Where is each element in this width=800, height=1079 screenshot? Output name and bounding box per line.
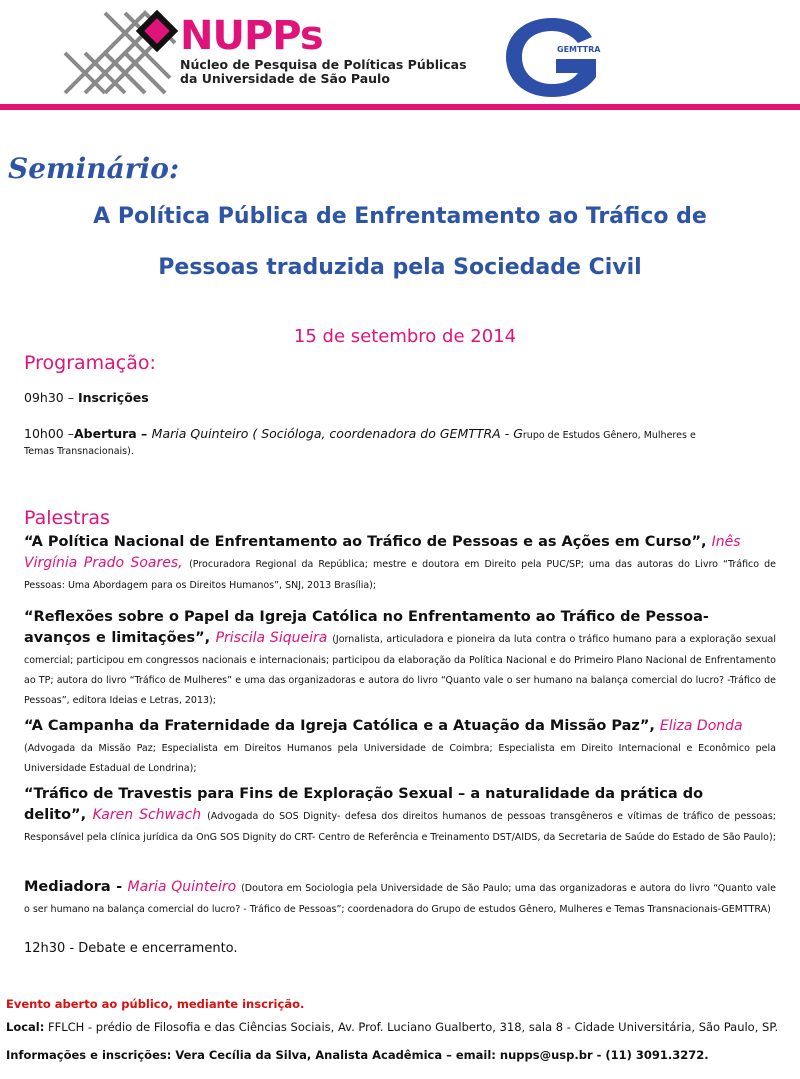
header-divider: [0, 104, 800, 110]
contact-line: Informações e inscrições: Vera Cecília da Silva, Analista Acadêmica – email: nupps@usp.br - (11) 3091.3272.: [6, 1048, 709, 1062]
palestras-heading: Palestras: [24, 507, 110, 529]
talk-2-title-a: “Reflexões sobre o Papel da Igreja Católica no Enfrentamento ao Tráfico de Pessoa-: [24, 609, 709, 625]
talk-2-bio: (Jornalista, articuladora e pioneira da luta contra o tráfico humano para a exploração sexual comercial; participou em congressos nacionais e internacionais; participou da elaboração da Política Nacional e do Primeiro Plano Nacional de Enfrentamento ao TP; autora do livro “Tráfico de Mulheres” e uma das organizadoras e autora do livro “Quanto vale o ser humano na balança comercial do lucro? -Tráfico de Pessoas”, editora Ideias e Letras, 2013);: [24, 634, 776, 706]
talk-3-title: “A Campanha da Fraternidade da Igreja Católica e a Atuação da Missão Paz”,: [24, 718, 660, 734]
talk-4-speaker: Karen Schwach: [92, 807, 208, 823]
local-label: Local:: [6, 1020, 45, 1034]
talk-3: [24, 715, 776, 776]
talk-2-title-b: avanços e limitações”,: [24, 630, 216, 646]
inscricoes-line: [24, 390, 784, 406]
talk-2-speaker: Priscila Siqueira: [215, 630, 333, 646]
closing-line: 12h30 - Debate e encerramento.: [24, 941, 238, 956]
talk-1-title: “A Política Nacional de Enfrentamento ao Tráfico de Pessoas e as Ações em Curso”,: [24, 534, 712, 550]
seminar-title-line-2: Pessoas traduzida pela Sociedade Civil: [158, 255, 642, 280]
mediadora-bio: (Doutora em Sociologia pela Universidade de São Paulo; uma das organizadoras e autora do livro “Quanto vale o ser humano na balança comercial do lucro? - Tráfico de Pessoas”; coordenadora do Grupo de estudos Gênero, Mulheres e Temas Transnacionais-GEMTTRA): [24, 883, 776, 915]
mediadora: [24, 876, 776, 917]
event-date: 15 de setembro de 2014: [293, 326, 517, 347]
mediadora-label: Mediadora -: [24, 879, 128, 895]
talk-4: [24, 783, 776, 845]
abertura-group-1: rupo de Estudos Gênero, Mulheres e: [522, 430, 696, 441]
gemttra-g-icon: [506, 18, 596, 97]
local-text: FFLCH - prédio de Filosofia e das Ciências Sociais, Av. Prof. Luciano Gualberto, 318, sala 8 - Cidade Universitária, São Paulo, SP.: [44, 1020, 779, 1034]
nupps-subtitle-2: da Universidade de São Paulo: [180, 71, 390, 86]
talk-1: [24, 531, 776, 593]
talk-4-bio: (Advogada do SOS Dignity- defesa dos direitos humanos de pessoas transgêneros e vítimas de tráfico de pessoas; Responsável pela clínica jurídica da OnG SOS Dignity do CRT- Centro de Referência e Treinamento DST/AIDS, da Secretaria de Saúde do Estado de São Paulo);: [24, 811, 776, 843]
abertura-label: Abertura –: [73, 426, 152, 441]
abertura-line: [24, 426, 784, 444]
abertura-desc: Maria Quinteiro ( Socióloga, coordenadora do GEMTTRA - G: [151, 426, 523, 441]
talk-1-speaker-b: Virgínia Prado Soares,: [24, 555, 190, 571]
open-event-note: Evento aberto ao público, mediante inscrição.: [6, 997, 305, 1011]
talk-1-bio: (Procuradora Regional da República; mestre e doutora em Direito pela PUC/SP; uma das autoras do Livro “Tráfico de Pessoas: Uma Abordagem para os Direitos Humanos”, SNJ, 2013 Brasília);: [24, 559, 776, 591]
abertura-time: 10h00 –: [24, 426, 74, 441]
talk-4-title-b: delito”,: [24, 807, 93, 823]
talk-1-speaker-a: Inês: [711, 534, 741, 550]
mediadora-name: Maria Quinteiro: [127, 879, 242, 895]
programacao-heading: Programação:: [24, 352, 156, 374]
nupps-name: NUPPs: [180, 13, 323, 59]
talk-4-title-a: “Tráfico de Travestis para Fins de Exploração Sexual – a naturalidade da prática do: [24, 786, 704, 802]
local-line: [6, 1020, 796, 1034]
talk-3-bio: (Advogada da Missão Paz; Especialista em Direitos Humanos pela Universidade de Coimbra; Especialista em Direito Internacional e Econômico pela Universidade Estadual de Londrina);: [24, 743, 776, 774]
gemttra-text: GEMTTRA: [557, 45, 601, 54]
seminar-label: Seminário:: [8, 152, 180, 185]
gemttra-logo: [500, 15, 605, 100]
abertura-group-2: Temas Transnacionais).: [24, 446, 134, 457]
talk-3-speaker: Eliza Donda: [659, 718, 743, 734]
inscricoes-time: 09h30 –: [24, 390, 78, 405]
talk-2: [24, 606, 776, 708]
nupps-subtitle-1: Núcleo de Pesquisa de Políticas Públicas: [180, 57, 467, 72]
inscricoes-label: Inscrições: [77, 390, 149, 405]
seminar-title-line-1: A Política Pública de Enfrentamento ao Tráfico de: [93, 204, 707, 229]
